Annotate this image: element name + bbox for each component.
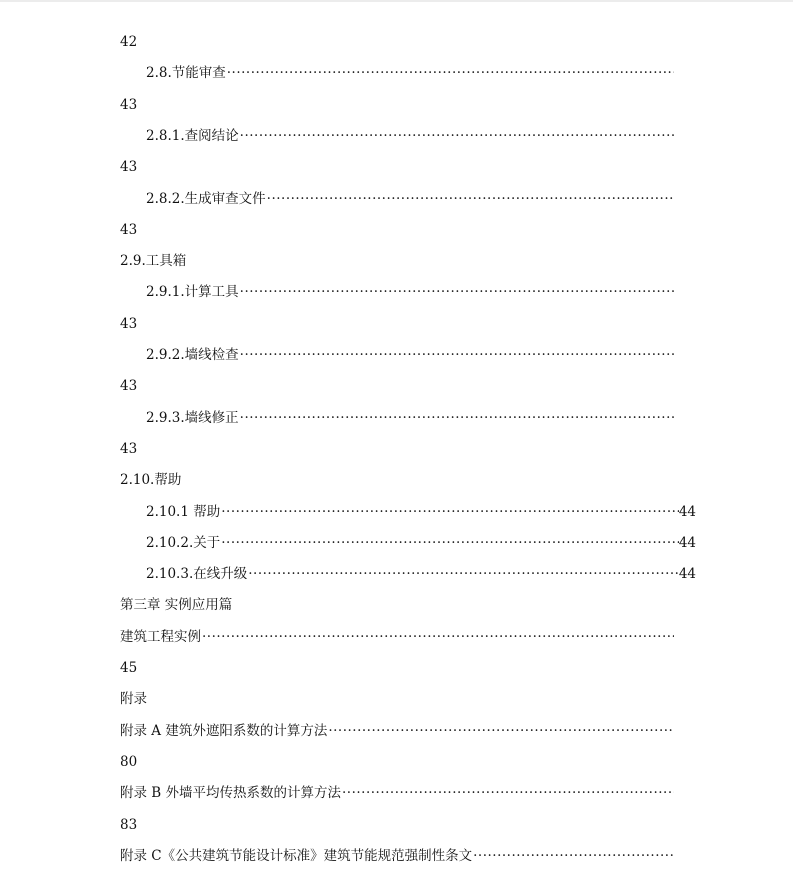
toc-entry-text: 83 xyxy=(120,816,138,833)
dot-leader xyxy=(221,501,679,523)
toc-line xyxy=(120,31,674,53)
dot-leader xyxy=(240,344,674,366)
toc-line xyxy=(120,751,674,773)
toc-entry-text: 2.10.3.在线升级 xyxy=(146,566,248,583)
toc-line xyxy=(120,469,674,491)
toc-line xyxy=(120,845,674,867)
toc-entry-text: 2.8.节能审查 xyxy=(146,65,226,82)
toc-entry-text: 附录 A 建筑外遮阳系数的计算方法 xyxy=(120,722,328,739)
toc-line xyxy=(120,814,674,836)
dot-leader xyxy=(473,845,674,867)
dot-leader xyxy=(328,720,674,742)
page-number: 44 xyxy=(678,566,696,583)
dot-leader xyxy=(240,281,674,303)
toc-line xyxy=(120,626,674,648)
dot-leader xyxy=(267,188,674,210)
toc-line xyxy=(146,563,696,585)
toc-entry-text: 43 xyxy=(120,159,138,176)
toc-entry-text: 2.8.2.生成审查文件 xyxy=(146,190,266,207)
toc-entry-text: 43 xyxy=(120,440,138,457)
toc-entry-text: 附录 xyxy=(120,691,147,708)
toc-line xyxy=(146,188,674,210)
toc-entry-text: 2.8.1.查阅结论 xyxy=(146,127,239,144)
toc-line xyxy=(146,501,696,523)
dot-leader xyxy=(240,125,674,147)
toc-entry-text: 45 xyxy=(120,660,138,676)
toc-entry-text: 第三章 实例应用篇 xyxy=(120,597,233,614)
dot-leader xyxy=(240,407,674,429)
toc-entry-text: 2.10.帮助 xyxy=(120,472,182,489)
dot-leader xyxy=(248,563,679,585)
toc-entry-text: 43 xyxy=(120,221,138,238)
toc-entry-text: 2.9.1.计算工具 xyxy=(146,284,239,301)
toc-entry-text: 43 xyxy=(120,96,138,113)
toc-line xyxy=(120,219,674,241)
page-number: 44 xyxy=(678,503,696,520)
toc-entry-text: 43 xyxy=(120,315,138,332)
toc-entry-text: 2.9.3.墙线修正 xyxy=(146,409,239,426)
toc-line xyxy=(146,344,674,366)
toc-entry-text: 80 xyxy=(120,753,138,770)
dot-leader xyxy=(221,532,679,554)
toc-line xyxy=(120,250,674,272)
toc-entry-text: 42 xyxy=(120,34,138,50)
dot-leader xyxy=(202,626,674,648)
toc-entry-text: 43 xyxy=(120,378,138,395)
toc-line xyxy=(120,720,674,742)
toc-line xyxy=(120,657,674,679)
toc-line xyxy=(120,688,674,710)
toc-entry-text: 2.9.工具箱 xyxy=(120,253,187,270)
toc-line xyxy=(146,532,696,554)
toc-line xyxy=(120,782,674,804)
toc-entry-text: 2.10.1 帮助 xyxy=(146,503,221,520)
toc-line xyxy=(146,125,674,147)
toc-line xyxy=(146,281,674,303)
dot-leader xyxy=(342,782,674,804)
toc-line xyxy=(120,594,674,616)
toc-entry-text: 附录 B 外墙平均传热系数的计算方法 xyxy=(120,785,342,802)
toc-line xyxy=(120,438,674,460)
toc-entry-text: 2.9.2.墙线检查 xyxy=(146,347,239,363)
toc-line xyxy=(146,407,674,429)
toc-line xyxy=(146,62,674,84)
toc-entry-text: 建筑工程实例 xyxy=(120,628,201,645)
toc-entry-text: 附录 C《公共建筑节能设计标准》建筑节能规范强制性条文 xyxy=(120,847,473,864)
page-number: 44 xyxy=(678,534,696,551)
toc-line xyxy=(120,94,674,116)
toc-line xyxy=(120,375,674,397)
toc-line xyxy=(120,313,674,335)
dot-leader xyxy=(227,62,674,84)
toc-line xyxy=(120,156,674,178)
toc-entry-text: 2.10.2.关于 xyxy=(146,534,221,551)
page-top-edge xyxy=(0,0,793,2)
